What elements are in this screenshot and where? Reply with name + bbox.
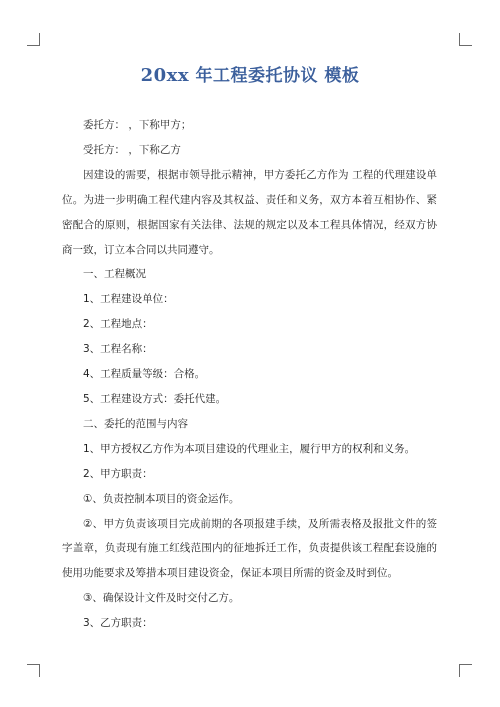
item-authorization: 1、甲方授权乙方作为本项目建设的代理业主，履行甲方的权利和义务。: [83, 442, 416, 455]
crop-mark-bottom-left: [27, 664, 40, 677]
item-quality-grade: 4、工程质量等级：合格。: [83, 368, 206, 381]
crop-mark-bottom-right: [459, 664, 472, 677]
crop-mark-top-right: [459, 33, 472, 46]
item-construction-method: 5、工程建设方式：委托代建。: [83, 392, 227, 405]
document-title-year: 20xx: [140, 65, 190, 86]
document-title-text: 年工程委托协议 模板: [189, 66, 360, 86]
heading-scope-and-content: 二、委托的范围与内容: [83, 417, 188, 430]
paragraph-entrusting-party: 委托方： ，下称甲方；: [83, 119, 192, 131]
item-party-b-duties: 3、乙方职责：: [83, 617, 153, 630]
duty-preliminary-procedures: ②、甲方负责该项目完成前期的各项报建手续，及所需表格及报批文件的签字盖章，负责现有施工红线范围内的征地拆迁工作，负责提供该工程配套设施的使用功能要求及筹措本项目建设资金，保证本项目所需的资金及时到位。: [62, 517, 437, 580]
item-party-a-duties: 2、甲方职责：: [83, 467, 153, 480]
heading-project-overview: 一、工程概况: [83, 268, 146, 281]
paragraph-preamble: 因建设的需要，根据市领导批示精神，甲方委托乙方作为 工程的代理建设单位。为进一步明确工程代建内容及其权益、责任和义务，双方本着互相协作、紧密配合的原则，根据国家有关法律、法规的规定以及本工程具体情况，经双方协商一致，订立本合同以共同遵守。: [62, 168, 437, 256]
item-construction-unit: 1、工程建设单位：: [83, 293, 174, 306]
duty-fund-control: ①、负责控制本项目的资金运作。: [83, 492, 240, 505]
crop-mark-top-left: [27, 33, 40, 46]
duty-design-documents: ③、确保设计文件及时交付乙方。: [83, 592, 240, 605]
document-title: [0, 61, 500, 86]
item-project-location: 2、工程地点：: [83, 318, 153, 331]
document-body: [62, 113, 437, 636]
item-project-name: 3、工程名称：: [83, 343, 153, 356]
paragraph-entrusted-party: 受托方： ，下称乙方: [83, 143, 181, 156]
